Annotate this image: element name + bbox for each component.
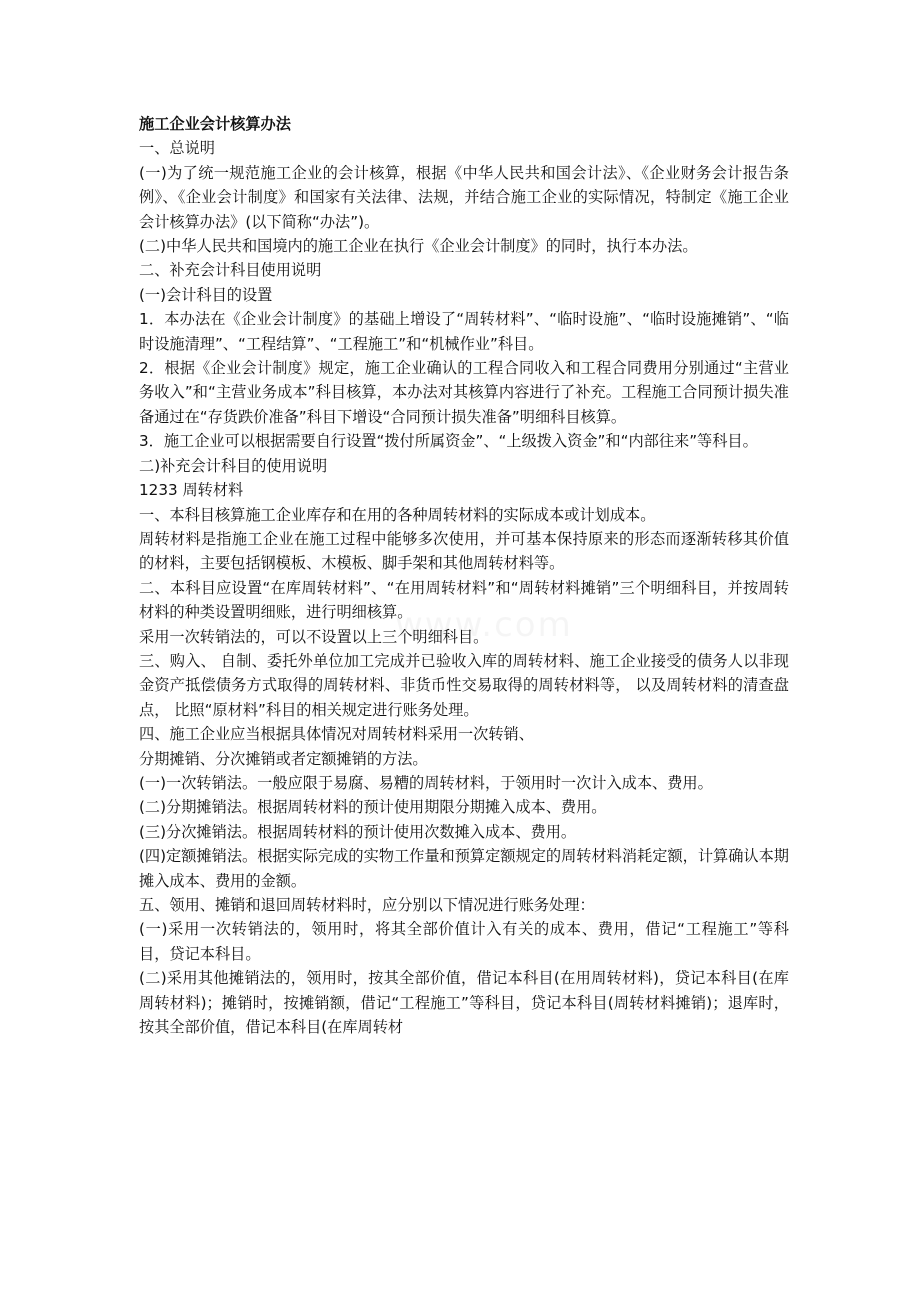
paragraph: 采用一次转销法的，可以不设置以上三个明细科目。 <box>139 627 489 646</box>
paragraph: (三)分次摊销法。根据周转材料的预计使用次数摊入成本、费用。 <box>139 822 577 841</box>
paragraph: (一)会计科目的设置 <box>139 285 273 304</box>
paragraph: 五、领用、摊销和退回周转材料时，应分别以下情况进行账务处理： <box>139 896 595 914</box>
paragraph: 二、补充会计科目使用说明 <box>139 261 322 280</box>
paragraph: (四)定额摊销法。根据实际完成的实物工作量和预算定额规定的周转材料消耗定额，计算确认本期摊入成本、费用的金额。 <box>139 847 789 890</box>
paragraph: 一、总说明 <box>139 139 215 158</box>
paragraph: (二)分期摊销法。根据周转材料的预计使用期限分期摊入成本、费用。 <box>139 798 607 817</box>
paragraph: (二)采用其他摊销法的，领用时，按其全部价值，借记本科目(在用周转材料)，贷记本科目(在库周转材料)；摊销时，按摊销额，借记“工程施工”等科目，贷记本科目(周转材料摊销)；退库时，按其全部价值，借记本科目(在库周转材 <box>139 969 789 1037</box>
paragraph: 四、施工企业应当根据具体情况对周转材料采用一次转销、 <box>139 725 534 744</box>
document-page <box>139 112 789 1039</box>
document-title: 施工企业会计核算办法 <box>139 115 291 133</box>
paragraph: 3．施工企业可以根据需要自行设置“拨付所属资金”、“上级拨入资金”和“内部往来”等科目。 <box>139 432 758 451</box>
paragraph: (二)中华人民共和国境内的施工企业在执行《企业会计制度》的同时，执行本办法。 <box>139 237 698 256</box>
paragraph: 二)补充会计科目的使用说明 <box>139 456 328 475</box>
paragraph: 分期摊销、分次摊销或者定额摊销的方法。 <box>139 749 428 768</box>
paragraph: 1233 周转材料 <box>139 481 244 500</box>
paragraph: 1．本办法在《企业会计制度》的基础上增设了“周转材料”、“临时设施”、“临时设施摊销”、“临时设施清理”、“工程结算”、“工程施工”和“机械作业”科目。 <box>139 310 789 353</box>
paragraph: (一)采用一次转销法的，领用时，将其全部价值计入有关的成本、费用，借记“工程施工”等科目，贷记本科目。 <box>139 920 789 963</box>
paragraph: (一)为了统一规范施工企业的会计核算，根据《中华人民共和国会计法》、《企业财务会计报告条例》、《企业会计制度》和国家有关法律、法规，并结合施工企业的实际情况，特制定《施工企业会计核算办法》(以下简称“办法”)。 <box>139 163 789 231</box>
paragraph: 2．根据《企业会计制度》规定，施工企业确认的工程合同收入和工程合同费用分别通过“主营业务收入”和“主营业务成本”科目核算，本办法对其核算内容进行了补充。工程施工合同预计损失准备通过在“存货跌价准备”科目下增设“合同预计损失准备”明细科目核算。 <box>139 359 789 426</box>
paragraph: 二、本科目应设置“在库周转材料”、“在用周转材料”和“周转材料摊销”三个明细科目，并按周转材料的种类设置明细账，进行明细核算。 <box>139 578 789 622</box>
paragraph: 三、购入、 自制、委托外单位加工完成并已验收入库的周转材料、施工企业接受的债务人以非现金资产抵偿债务方式取得的周转材料、非货币性交易取得的周转材料等， 以及周转材料的清查盘点， 比照“原材料”科目的相关规定进行账务处理。 <box>139 651 789 719</box>
paragraph: (一)一次转销法。一般应限于易腐、易糟的周转材料，于领用时一次计入成本、费用。 <box>139 773 713 792</box>
paragraph: 周转材料是指施工企业在施工过程中能够多次使用，并可基本保持原来的形态而逐渐转移其价值的材料，主要包括钢模板、木模板、脚手架和其他周转材料等。 <box>139 529 789 573</box>
paragraph: 一、本科目核算施工企业库存和在用的各种周转材料的实际成本或计划成本。 <box>139 505 656 524</box>
